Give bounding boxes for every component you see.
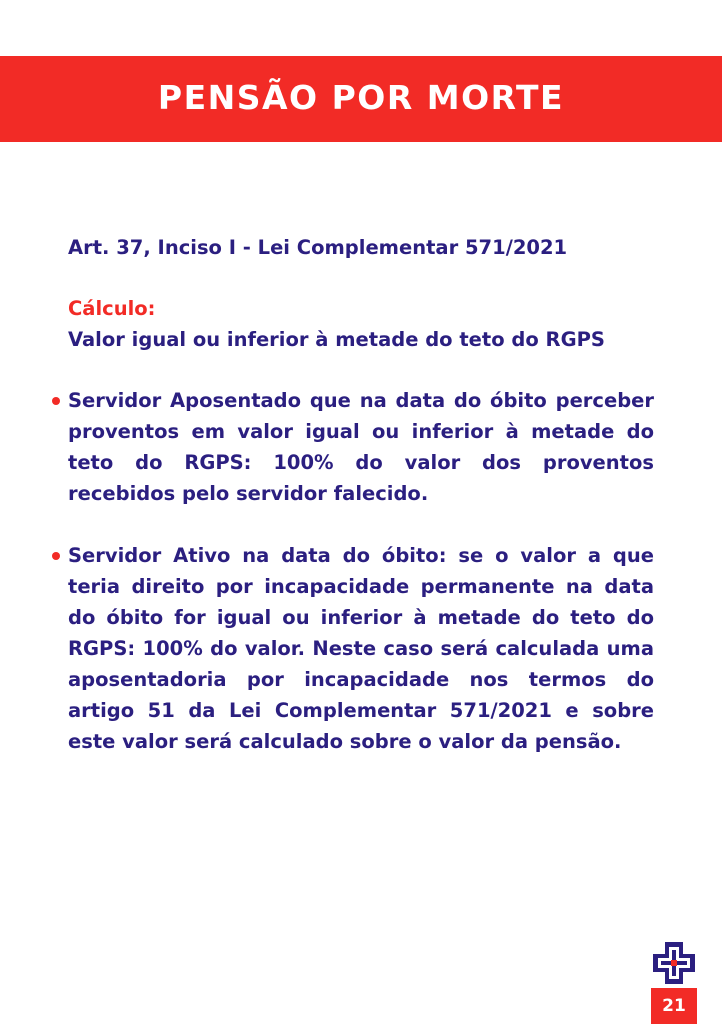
bullet-text: Servidor Aposentado que na data do óbito perceber proventos em valor igual ou inferior à metade do teto do RGPS: 100% do valor dos proventos recebidos pelo servidor falecido. [68,389,654,505]
cross-logo-icon [651,940,697,986]
bullet-item [68,385,654,509]
bullet-item [68,540,654,757]
main-content [68,232,654,757]
bullet-dot-icon [52,552,60,560]
page-number: 21 [651,988,697,1024]
calculation-text: Valor igual ou inferior à metade do teto do RGPS [68,328,605,351]
page-title: PENSÃO POR MORTE [157,77,565,117]
bullet-dot-icon [52,397,60,405]
bullet-text: Servidor Ativo na data do óbito: se o valor a que teria direito por incapacidade permanente na data do óbito for igual ou inferior à metade do teto do RGPS: 100% do valor. Neste caso será calculada uma aposentadoria por incapacidade nos termos do artigo 51 da Lei Complementar 571/2021 e sobre este valor será calculado sobre o valor da pensão. [68,544,654,753]
law-reference: Art. 37, Inciso I - Lei Complementar 571/2021 [68,236,568,259]
calculation-label: Cálculo: [68,297,156,320]
title-banner [0,56,722,142]
